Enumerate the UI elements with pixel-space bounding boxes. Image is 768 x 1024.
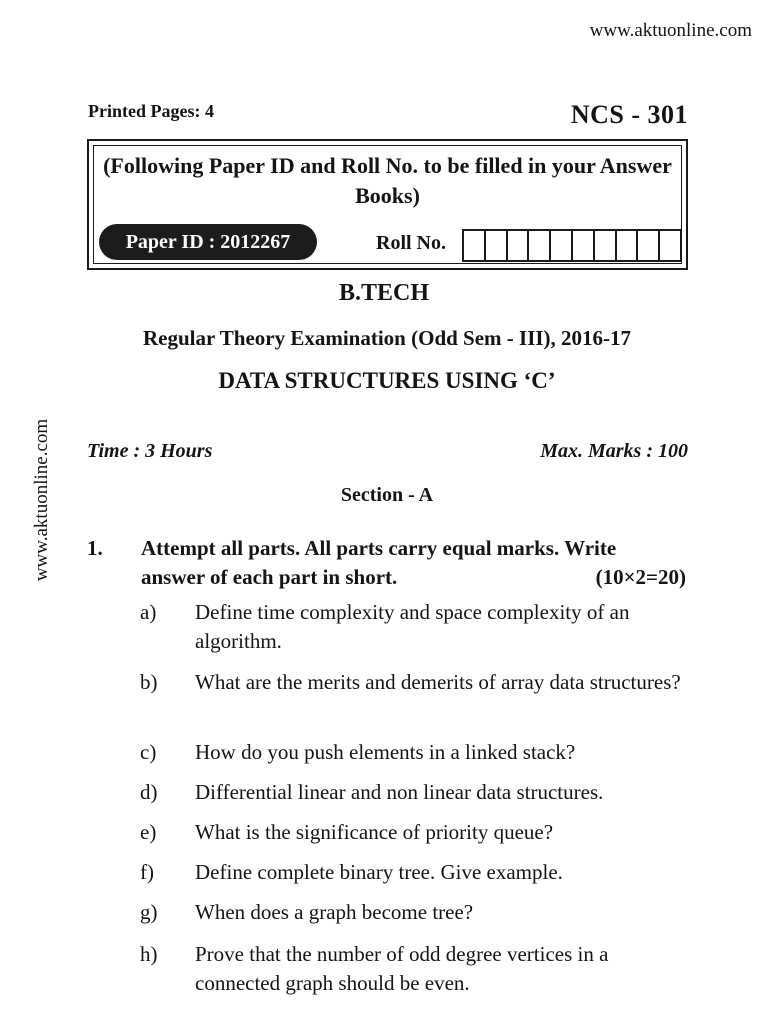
part-letter: e)	[140, 820, 157, 844]
paper-id-badge: Paper ID : 2012267	[99, 224, 317, 260]
part-text: What is the significance of priority queue?	[195, 820, 554, 844]
degree-title: B.TECH	[338, 280, 430, 306]
roll-no-box[interactable]	[508, 231, 530, 260]
question-line-2: answer of each part in short.	[141, 565, 398, 589]
part-letter: b)	[140, 670, 158, 694]
header-box	[87, 139, 688, 270]
section-title: Section - A	[340, 484, 434, 506]
watermark-top: www.aktuonline.com	[589, 20, 752, 41]
exam-time: Time : 3 Hours	[87, 440, 213, 462]
roll-no-box[interactable]	[551, 231, 573, 260]
roll-no-box[interactable]	[660, 231, 680, 260]
roll-no-box[interactable]	[529, 231, 551, 260]
part-letter: a)	[140, 600, 157, 624]
exam-title: Regular Theory Examination (Odd Sem - III), 2016-17	[142, 326, 632, 350]
roll-no-box[interactable]	[573, 231, 595, 260]
header-inner-border	[93, 145, 682, 264]
roll-no-label: Roll No.	[376, 232, 446, 254]
roll-no-box[interactable]	[617, 231, 639, 260]
roll-no-box[interactable]	[638, 231, 660, 260]
question-line-1: Attempt all parts. All parts carry equal marks. Write	[141, 536, 617, 560]
part-letter: d)	[140, 780, 158, 804]
max-marks: Max. Marks : 100	[540, 440, 688, 462]
part-letter: f)	[140, 860, 154, 884]
part-letter: g)	[140, 900, 158, 924]
subject-title: DATA STRUCTURES USING ‘C’	[218, 368, 556, 393]
paper-code: NCS - 301	[570, 100, 688, 129]
instruction-text: (Following Paper ID and Roll No. to be filled in your Answer Books)	[103, 153, 672, 208]
part-text: Differential linear and non linear data structures.	[195, 780, 604, 804]
part-text: What are the merits and demerits of array data structures?	[195, 670, 681, 694]
part-text: Define time complexity and space complexity of an algorithm.	[195, 600, 630, 653]
part-text: When does a graph become tree?	[195, 900, 474, 924]
printed-pages: Printed Pages: 4	[88, 101, 214, 121]
part-letter: c)	[140, 740, 157, 764]
roll-no-box[interactable]	[595, 231, 617, 260]
question-marks: (10×2=20)	[595, 565, 686, 589]
part-letter: h)	[140, 942, 158, 966]
roll-no-box[interactable]	[486, 231, 508, 260]
watermark-side: www.aktuonline.com	[31, 418, 52, 582]
part-text: Prove that the number of odd degree vertices in a connected graph should be even.	[195, 942, 609, 995]
roll-no-box[interactable]	[464, 231, 486, 260]
part-text: Define complete binary tree. Give example.	[195, 860, 563, 884]
part-text: How do you push elements in a linked stack?	[195, 740, 576, 764]
question-number: 1.	[87, 536, 103, 560]
roll-no-boxes[interactable]	[462, 229, 682, 262]
